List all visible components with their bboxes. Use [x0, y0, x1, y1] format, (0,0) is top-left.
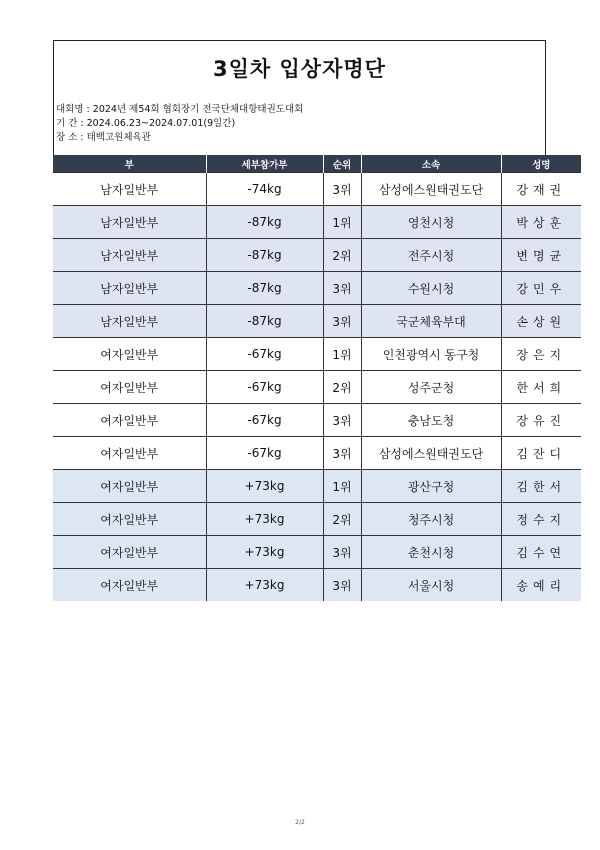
- cell-rank: 1위: [323, 206, 361, 239]
- cell-team: 청주시청: [361, 503, 501, 536]
- cell-rank: 3위: [323, 536, 361, 569]
- cell-weight: +73kg: [206, 536, 323, 569]
- cell-rank: 2위: [323, 371, 361, 404]
- info-value: 2024.06.23~2024.07.01(9일간): [86, 118, 236, 129]
- page-title: 3일차 입상자명단: [213, 57, 386, 81]
- info-competition: 대회명 : 2024년 제54회 협회장기 전국단체대항태권도대회: [56, 104, 304, 115]
- table-row: [53, 569, 581, 602]
- table-row: [53, 305, 581, 338]
- cell-weight: -74kg: [206, 173, 323, 206]
- cell-division: 여자일반부: [53, 569, 206, 602]
- cell-weight: -87kg: [206, 305, 323, 338]
- cell-rank: 3위: [323, 437, 361, 470]
- table-header: [53, 155, 581, 173]
- cell-team: 수원시청: [361, 272, 501, 305]
- cell-division: 여자일반부: [53, 437, 206, 470]
- cell-rank: 2위: [323, 239, 361, 272]
- cell-rank: 3위: [323, 305, 361, 338]
- cell-division: 여자일반부: [53, 404, 206, 437]
- info-label: 기 간: [56, 118, 78, 129]
- info-value: 2024년 제54회 협회장기 전국단체대항태권도대회: [92, 104, 304, 115]
- cell-team: 광산구청: [361, 470, 501, 503]
- column-header-rank: 순위: [323, 155, 361, 173]
- cell-team: 충남도청: [361, 404, 501, 437]
- column-header-team: 소속: [361, 155, 501, 173]
- cell-weight: -87kg: [206, 239, 323, 272]
- cell-division: 남자일반부: [53, 305, 206, 338]
- table-row: [53, 437, 581, 470]
- cell-name: 김한서: [501, 470, 581, 503]
- cell-name: 장은지: [501, 338, 581, 371]
- column-header-division: 부: [53, 155, 206, 173]
- cell-team: 전주시청: [361, 239, 501, 272]
- cell-team: 삼성에스원태권도단: [361, 437, 501, 470]
- cell-rank: 1위: [323, 338, 361, 371]
- cell-division: 남자일반부: [53, 206, 206, 239]
- cell-weight: -67kg: [206, 371, 323, 404]
- info-venue: 장 소 : 태백고원체육관: [56, 132, 151, 143]
- cell-weight: -67kg: [206, 437, 323, 470]
- cell-team: 영천시청: [361, 206, 501, 239]
- cell-weight: -87kg: [206, 206, 323, 239]
- table-row: [53, 503, 581, 536]
- cell-weight: +73kg: [206, 503, 323, 536]
- cell-name: 변명균: [501, 239, 581, 272]
- cell-division: 남자일반부: [53, 173, 206, 206]
- cell-rank: 3위: [323, 272, 361, 305]
- cell-team: 서울시청: [361, 569, 501, 602]
- table-row: [53, 536, 581, 569]
- info-label: 대회명: [56, 104, 84, 115]
- cell-rank: 1위: [323, 470, 361, 503]
- cell-team: 삼성에스원태권도단: [361, 173, 501, 206]
- table-row: [53, 272, 581, 305]
- table-row: [53, 470, 581, 503]
- cell-weight: +73kg: [206, 569, 323, 602]
- winners-table: [53, 155, 581, 601]
- cell-name: 강재권: [501, 173, 581, 206]
- table-row: [53, 206, 581, 239]
- cell-division: 여자일반부: [53, 536, 206, 569]
- document-frame: [53, 40, 567, 593]
- cell-name: 박상훈: [501, 206, 581, 239]
- info-label: 장 소: [56, 132, 78, 143]
- cell-name: 김수연: [501, 536, 581, 569]
- cell-name: 한서희: [501, 371, 581, 404]
- cell-team: 인천광역시 동구청: [361, 338, 501, 371]
- cell-weight: -67kg: [206, 338, 323, 371]
- table-row: [53, 371, 581, 404]
- cell-team: 국군체육부대: [361, 305, 501, 338]
- cell-name: 송예리: [501, 569, 581, 602]
- cell-division: 남자일반부: [53, 239, 206, 272]
- cell-weight: -67kg: [206, 404, 323, 437]
- cell-rank: 3위: [323, 173, 361, 206]
- column-header-name: 성명: [501, 155, 581, 173]
- cell-rank: 3위: [323, 569, 361, 602]
- cell-weight: -87kg: [206, 272, 323, 305]
- page-number: 2/2: [295, 819, 305, 826]
- table-row: [53, 404, 581, 437]
- cell-name: 김잔디: [501, 437, 581, 470]
- table-row: [53, 239, 581, 272]
- info-value: 태백고원체육관: [86, 132, 151, 143]
- info-period: 기 간 : 2024.06.23~2024.07.01(9일간): [56, 118, 236, 129]
- cell-division: 남자일반부: [53, 272, 206, 305]
- cell-team: 성주군청: [361, 371, 501, 404]
- cell-division: 여자일반부: [53, 470, 206, 503]
- cell-division: 여자일반부: [53, 503, 206, 536]
- cell-name: 정수지: [501, 503, 581, 536]
- cell-division: 여자일반부: [53, 371, 206, 404]
- table-row: [53, 173, 581, 206]
- column-header-weight: 세부참가부: [206, 155, 323, 173]
- cell-name: 강민우: [501, 272, 581, 305]
- table-row: [53, 338, 581, 371]
- cell-name: 장유진: [501, 404, 581, 437]
- cell-weight: +73kg: [206, 470, 323, 503]
- cell-team: 춘천시청: [361, 536, 501, 569]
- cell-rank: 2위: [323, 503, 361, 536]
- cell-division: 여자일반부: [53, 338, 206, 371]
- cell-name: 손상원: [501, 305, 581, 338]
- cell-rank: 3위: [323, 404, 361, 437]
